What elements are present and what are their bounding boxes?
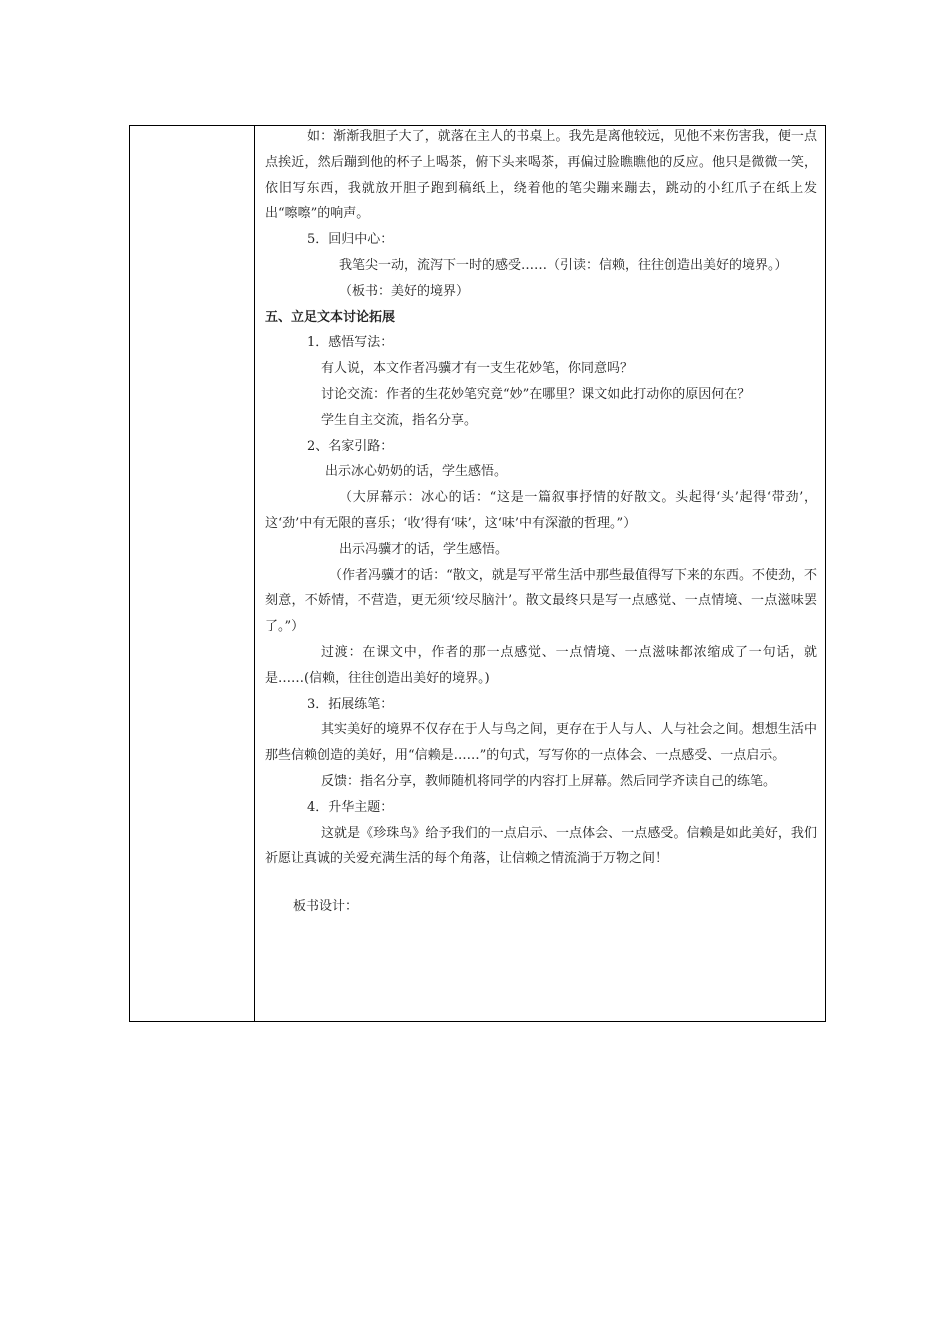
feng-quote: （作者冯骥才的话：“散文，就是写平常生活中那些最值得写下来的东西。不使劲，不刻意，不娇情，不营造，更无须‘绞尽脑汁’。散文最终只是写一点感觉、一点情境、一点滋味罢了。”）: [265, 567, 817, 635]
spacer: [265, 872, 817, 894]
question-line: 有人说，本文作者冯骥才有一支生花妙笔，你同意吗？: [321, 361, 634, 377]
column-divider: [254, 125, 255, 1022]
discussion-line: 讨论交流：作者的生花妙笔究竟“妙”在哪里？课文如此打动你的原因何在？: [321, 386, 751, 402]
step-4-heading: 4．升华主题：: [307, 799, 394, 815]
share-line: 学生自主交流，指名分享。: [321, 412, 478, 428]
step-2-heading: 2、名家引路：: [307, 438, 394, 454]
exercise-paragraph: 其实美好的境界不仅存在于人与鸟之间，更存在于人与人、人与社会之间。想想生活中那些信赖创造的美好，用“信赖是……”的句式，写写你的一点体会、一点感受、一点启示。: [265, 722, 817, 764]
feng-intro: 出示冯骥才的话，学生感悟。: [339, 541, 509, 557]
bingxin-intro: 出示冰心奶奶的话，学生感悟。: [325, 464, 508, 480]
step-1-heading: 1．感悟写法：: [307, 335, 394, 351]
example-paragraph: 如：渐渐我胆子大了，就落在主人的书桌上。我先是离他较远，见他不来伤害我，便一点点挨近，然后蹦到他的杯子上喝茶，俯下头来喝茶，再偏过脸瞧瞧他的反应。他只是微微一笑，依旧写东西，我就放开胆子跑到稿纸上，绕着他的笔尖蹦来蹦去，跳动的小红爪子在纸上发出“嚓嚓”的响声。: [265, 129, 817, 222]
document-body: [265, 124, 817, 920]
feedback-paragraph: 反馈：指名分享，教师随机将同学的内容打上屏幕。然后同学齐读自己的练笔。: [321, 773, 777, 789]
step-5-heading: 5．回归中心：: [307, 232, 394, 248]
transition-paragraph: 过渡：在课文中，作者的那一点感觉、一点情境、一点滋味都浓缩成了一句话，就是……(信赖，往往创造出美好的境界。): [265, 644, 817, 686]
section-5-heading: 五、立足文本讨论拓展: [265, 309, 396, 325]
step-3-heading: 3．拓展练笔：: [307, 696, 394, 712]
board-note: （板书：美好的境界）: [339, 283, 470, 299]
theme-paragraph: 这就是《珍珠鸟》给予我们的一点启示、一点体会、一点感受。信赖是如此美好，我们祈愿让真诚的关爱充满生活的每个角落，让信赖之情流淌于万物之间！: [265, 825, 817, 867]
bingxin-quote: （大屏幕示：冰心的话：“这是一篇叙事抒情的好散文。头起得‘头’起得‘带劲’，这‘劲’中有无限的喜乐；‘收’得有‘味’，这‘味’中有深澈的哲理。”）: [265, 490, 817, 531]
board-design-label: 板书设计：: [293, 899, 359, 915]
return-center-paragraph: 我笔尖一动，流泻下一时的感受……（引读：信赖，往往创造出美好的境界。）: [339, 257, 788, 273]
